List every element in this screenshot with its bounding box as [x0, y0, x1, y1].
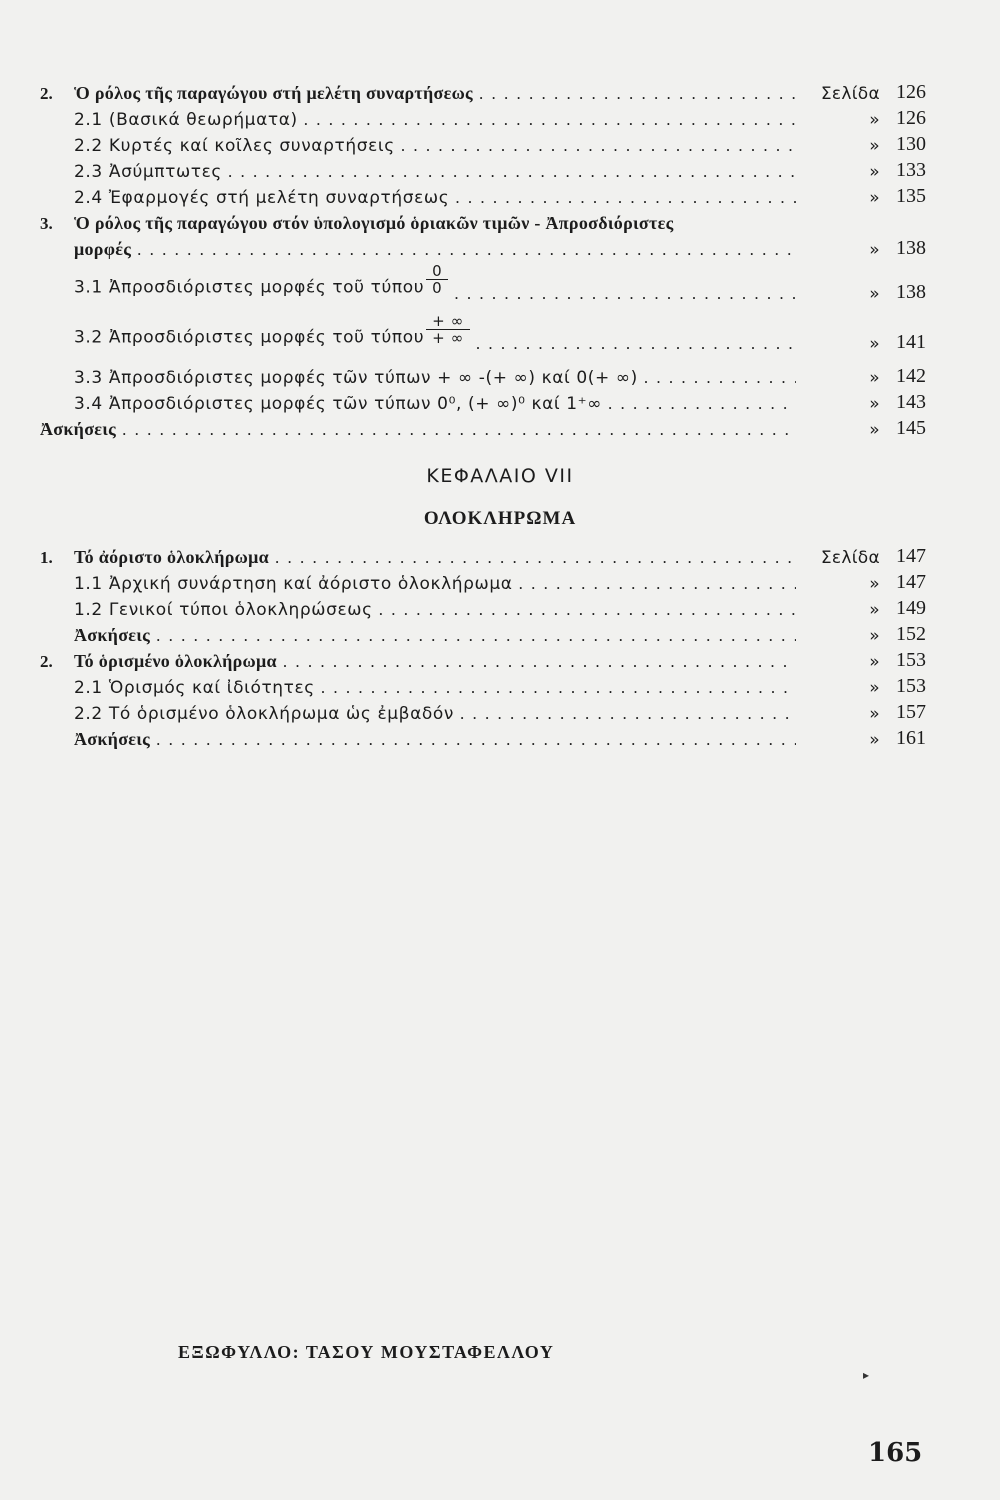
leader-dots	[395, 136, 796, 156]
leader-dots	[222, 162, 796, 182]
entry-title: Ἀσκήσεις	[74, 625, 151, 645]
toc-entry	[40, 594, 926, 620]
page-prefix: »	[869, 420, 880, 440]
entry-title: 3.4 Ἀπροσδιόριστες μορφές τῶν τύπων 0⁰, (+ ∞)⁰ καί 1⁺∞	[74, 394, 603, 414]
entry-title: 3.2 Ἀπροσδιόριστες μορφές τοῦ τύπου $\frac{+ \infty}{+ \infty}$	[74, 321, 470, 354]
page-prefix: »	[869, 334, 880, 354]
section-number: 2.	[40, 652, 53, 671]
page-ref: 126	[896, 81, 926, 103]
leader-dots	[269, 548, 796, 568]
page-prefix: »	[869, 136, 880, 156]
toc-part2	[40, 542, 926, 750]
page-ref: 149	[896, 597, 926, 619]
page-prefix: »	[869, 600, 880, 620]
page-ref: 126	[896, 107, 926, 129]
page-prefix: »	[869, 162, 880, 182]
toc-entry	[40, 182, 926, 208]
page-prefix: »	[869, 574, 880, 594]
toc-entry	[40, 78, 926, 104]
leader-dots	[277, 652, 796, 672]
toc-part1	[40, 78, 926, 440]
toc-entry	[40, 672, 926, 698]
entry-title: 2.4 Ἐφαρμογές στή μελέτη συναρτήσεως	[74, 188, 450, 208]
toc-entry	[40, 388, 926, 414]
leader-dots	[116, 420, 796, 440]
leader-dots	[449, 188, 796, 208]
page-ref: 147	[896, 545, 926, 567]
entry-title: Ὁ ρόλος τῆς παραγώγου στή μελέτη συναρτήσεως	[74, 83, 473, 103]
leader-dots	[470, 334, 796, 354]
page-prefix: Σελίδα	[820, 548, 880, 568]
page-prefix: »	[869, 652, 880, 672]
page-ref: 152	[896, 623, 926, 645]
page-ref: 161	[896, 727, 926, 749]
fraction: $\frac{0}{0}$	[426, 263, 448, 296]
section-number: 2.	[40, 84, 53, 103]
page-ref: 141	[896, 331, 926, 353]
entry-title: 2.3 Ἀσύμπτωτες	[74, 162, 223, 182]
leader-dots	[513, 574, 796, 594]
page-prefix: »	[869, 110, 880, 130]
entry-title: 2.1 (Βασικά θεωρήματα)	[74, 110, 298, 130]
entry-title-continued: μορφές	[74, 239, 132, 259]
entry-title: 1.2 Γενικοί τύποι ὁλοκληρώσεως	[74, 600, 373, 620]
leader-dots	[315, 678, 796, 698]
entry-title: Τό ἀόριστο ὁλοκλήρωμα	[74, 547, 269, 567]
toc-entry	[40, 354, 926, 388]
toc-entry	[40, 234, 926, 260]
fraction: $\frac{+ \infty}{+ \infty}$	[426, 313, 470, 346]
entry-title: Ἀσκήσεις	[40, 419, 117, 439]
page-ref: 142	[896, 365, 926, 387]
page-ref: 153	[896, 649, 926, 671]
entry-title: Ὁ ρόλος τῆς παραγώγου στόν ὑπολογισμό ὁριακῶν τιμῶν - Ἀπροσδιόριστες	[74, 213, 674, 233]
toc-entry	[40, 620, 926, 646]
page-ref: 138	[896, 281, 926, 303]
leader-dots	[373, 600, 796, 620]
leader-dots	[473, 84, 796, 104]
page-ref: 143	[896, 391, 926, 413]
page-prefix: »	[869, 368, 880, 388]
toc-entry	[40, 104, 926, 130]
toc-entry	[40, 724, 926, 750]
leader-dots	[150, 626, 796, 646]
page-ref: 138	[896, 237, 926, 259]
page-prefix: »	[869, 240, 880, 260]
leader-dots	[454, 704, 796, 724]
page-prefix: »	[869, 730, 880, 750]
section-number: 1.	[40, 548, 53, 567]
toc-entry	[40, 260, 926, 304]
page-ref: 147	[896, 571, 926, 593]
page-ref: 153	[896, 675, 926, 697]
toc-entry	[40, 568, 926, 594]
chapter-label: ΚΕΦΑΛΑΙΟ VII	[426, 465, 574, 487]
page-ref: 135	[896, 185, 926, 207]
leader-dots	[131, 240, 796, 260]
toc-entry	[40, 646, 926, 672]
toc-entry	[40, 130, 926, 156]
entry-title: 2.1 Ὁρισμός καί ἰδιότητες	[74, 678, 315, 698]
page-ref: 130	[896, 133, 926, 155]
leader-dots	[150, 730, 796, 750]
chapter-title: ΟΛΟΚΛΗΡΩΜΑ	[423, 508, 577, 529]
cover-credit: ΕΞΩΦΥΛΛΟ: ΤΑΣΟΥ ΜΟΥΣΤΑΦΕΛΛΟΥ	[178, 1342, 555, 1362]
page-ref: 145	[896, 417, 926, 439]
toc-entry	[40, 698, 926, 724]
entry-title: 3.3 Ἀπροσδιόριστες μορφές τῶν τύπων + ∞ -(+ ∞) καί 0(+ ∞)	[74, 368, 638, 388]
page-prefix: Σελίδα	[820, 84, 880, 104]
toc-entry	[40, 208, 926, 234]
page-ref: 133	[896, 159, 926, 181]
leader-dots	[638, 368, 796, 388]
toc-entry	[40, 414, 926, 440]
toc-entry	[40, 304, 926, 354]
page-prefix: »	[869, 284, 880, 304]
entry-title: 3.1 Ἀπροσδιόριστες μορφές τοῦ τύπου $\frac{0}{0}$	[74, 271, 448, 304]
leader-dots	[602, 394, 796, 414]
entry-title: 2.2 Τό ὁρισμένο ὁλοκλήρωμα ὡς ἐμβαδόν	[74, 704, 454, 724]
entry-title: Ἀσκήσεις	[74, 729, 151, 749]
entry-title: Τό ὁρισμένο ὁλοκλήρωμα	[74, 651, 277, 671]
toc-entry	[40, 156, 926, 182]
leader-dots	[298, 110, 796, 130]
ink-mark: ▸	[863, 1368, 870, 1382]
page-prefix: »	[869, 678, 880, 698]
entry-title: 2.2 Κυρτές καί κοῖλες συναρτήσεις	[74, 136, 395, 156]
section-number: 3.	[40, 214, 53, 233]
toc-entry	[40, 542, 926, 568]
page-number: 165	[868, 1438, 923, 1468]
page-prefix: »	[869, 394, 880, 414]
page-ref: 157	[896, 701, 926, 723]
page-prefix: »	[869, 704, 880, 724]
entry-title: 1.1 Ἀρχική συνάρτηση καί ἀόριστο ὁλοκλήρωμα	[74, 574, 513, 594]
page-prefix: »	[869, 188, 880, 208]
page-prefix: »	[869, 626, 880, 646]
leader-dots	[448, 284, 796, 304]
